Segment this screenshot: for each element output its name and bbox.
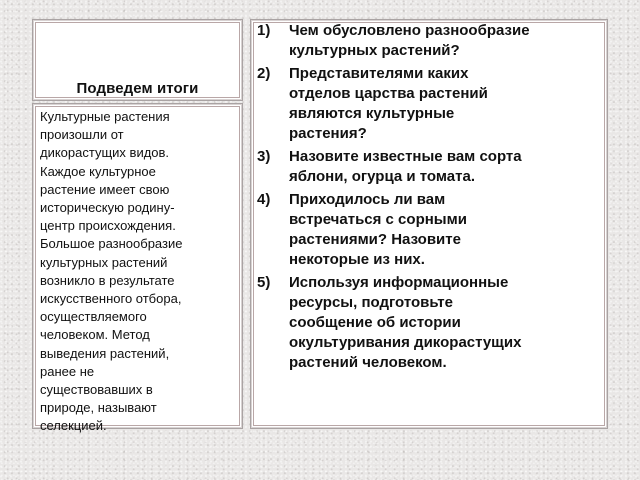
question-item [257, 64, 603, 144]
summary-line: выведения растений, [40, 345, 170, 361]
question-item [257, 190, 603, 270]
question-line: сообщение об истории [289, 314, 461, 331]
question-number: 3) [257, 148, 271, 165]
question-number: 2) [257, 65, 271, 82]
question-line: Используя информационные [289, 274, 509, 291]
summary-line: Каждое культурное [40, 163, 156, 179]
question-line: окультуривания дикорастущих [289, 334, 522, 351]
question-item [257, 147, 603, 187]
slide-title: Подведем итоги [76, 80, 199, 97]
question-line: растений человеком. [289, 354, 447, 371]
question-line: ресурсы, подготовьте [289, 294, 453, 311]
summary-panel [32, 103, 243, 434]
question-line: Назовите известные вам сорта [289, 148, 522, 165]
question-line: Чем обусловлено разнообразие [289, 22, 530, 39]
questions-panel [250, 19, 608, 429]
summary-line: природе, называют [40, 400, 157, 416]
summary-line: искусственного отбора, [40, 291, 182, 307]
summary-line: историческую родину- [40, 200, 175, 216]
summary-text [40, 108, 236, 436]
summary-line: существовавших в [40, 382, 153, 398]
summary-line: возникло в результате [40, 272, 175, 288]
summary-line: произошли от [40, 127, 124, 143]
question-line: отделов царства растений [289, 85, 488, 102]
questions-list [257, 21, 603, 376]
question-number: 4) [257, 191, 271, 208]
question-line: являются культурные [289, 105, 455, 122]
title-panel [32, 19, 243, 101]
summary-line: человеком. Метод [40, 327, 150, 343]
question-line: растениями? Назовите [289, 231, 461, 248]
summary-line: растение имеет свою [40, 181, 170, 197]
summary-line: Культурные растения [40, 109, 170, 124]
question-number: 1) [257, 22, 271, 39]
summary-line: культурных растений [40, 254, 168, 270]
question-item [257, 273, 603, 373]
summary-line: Большое разнообразие [40, 236, 183, 252]
summary-line: селекцией. [40, 418, 107, 434]
question-line: встречаться с сорными [289, 211, 467, 228]
question-line: культурных растений? [289, 42, 460, 59]
question-line: яблони, огурца и томата. [289, 168, 475, 185]
question-line: Приходилось ли вам [289, 191, 446, 208]
question-line: растения? [289, 125, 367, 142]
question-line: Представителями каких [289, 65, 469, 82]
question-line: некоторые из них. [289, 251, 425, 268]
question-number: 5) [257, 274, 271, 291]
summary-line: дикорастущих видов. [40, 145, 170, 161]
summary-line: осуществляемого [40, 309, 147, 325]
summary-line: ранее не [40, 363, 95, 379]
question-item [257, 21, 603, 61]
summary-line: центр происхождения. [40, 218, 176, 234]
